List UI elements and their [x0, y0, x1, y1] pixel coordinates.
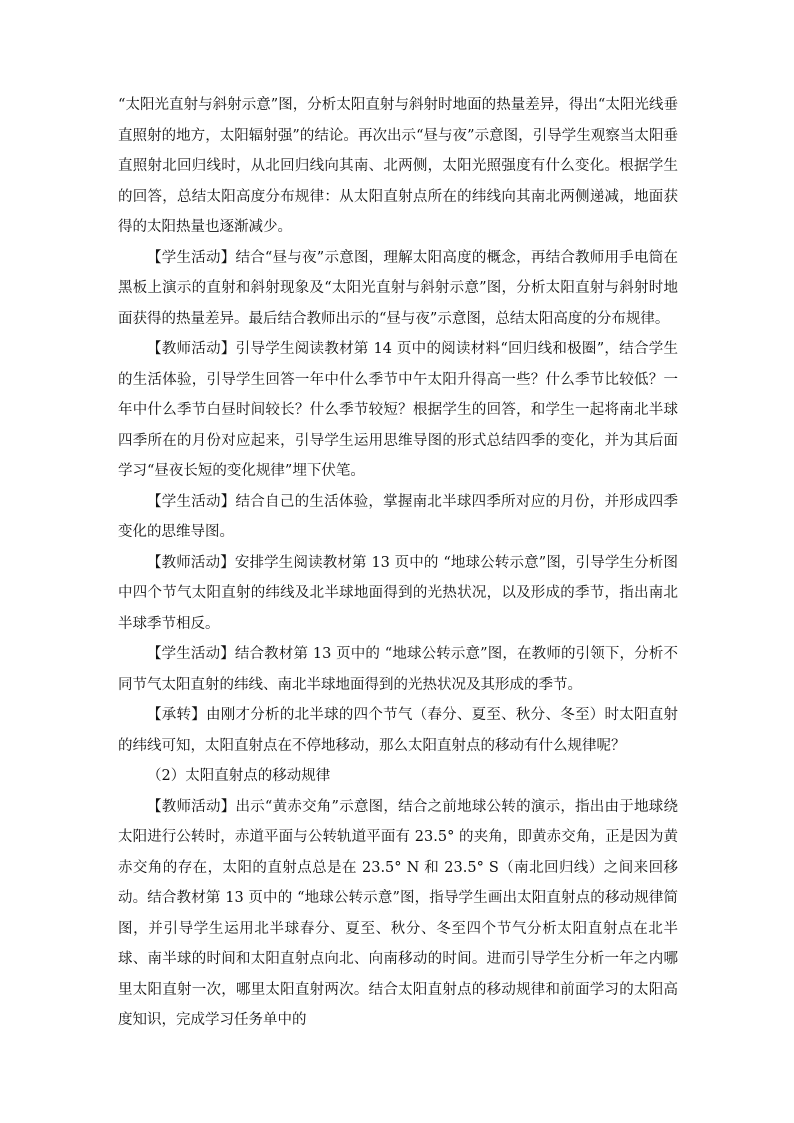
paragraph-tag: 【教师活动】 [147, 341, 236, 357]
paragraph-tag: 【承转】 [147, 707, 207, 723]
paragraph-text: 结合教材第 13 页中的 “地球公转示意”图，在教师的引领下，分析不同节气太阳直射的纬线、南北半球地面得到的光热状况及其形成的季节。 [118, 646, 678, 693]
paragraph-teacher-activity [118, 334, 678, 487]
paragraph-student-activity [118, 243, 678, 335]
paragraph-tag: 【教师活动】 [147, 554, 235, 571]
paragraph-tag: 【教师活动】 [147, 798, 236, 815]
paragraph-text: 由刚才分析的北半球的四个节气（春分、夏至、秋分、冬至）时太阳直射的纬线可知，太阳直射点在不停地移动，那么太阳直射点的移动有什么规律呢？ [118, 707, 678, 754]
paragraph-transition [118, 700, 678, 761]
paragraph-student-activity [118, 639, 678, 700]
paragraph-text: 出示“黄赤交角”示意图，结合之前地球公转的演示，指出由于地球绕太阳进行公转时，赤道平面与公转轨道平面有 23.5° 的夹角，即黄赤交角，正是因为黄赤交角的存在，太阳的直射点总是在 23.5° N 和 23.5° S（南北回归线）之间来回移动。结合教材第 13 页中的 “地球公转示意”图，指导学生画出太阳直射点的移动规律简图，并引导学生运用北半球春分、夏至、秋分、冬至四个节气分析太阳直射点在北半球、南半球的时间和太阳直射点向北、向南移动的时间。进而引导学生分析一年之内哪里太阳直射一次，哪里太阳直射两次。结合太阳直射点的移动规律和前面学习的太阳高度知识，完成学习任务单中的 [118, 798, 679, 1028]
paragraph-student-activity [118, 487, 678, 548]
section-heading-text: （2）太阳直射点的移动规律 [147, 768, 331, 784]
paragraph-tag: 【学生活动】 [147, 646, 235, 662]
paragraph-teacher-activity [118, 792, 678, 1036]
paragraph-tag: 【学生活动】 [147, 493, 236, 510]
paragraph-text: “太阳光直射与斜射示意”图，分析太阳直射与斜射时地面的热量差异，得出“太阳光线垂直照射的地方，太阳辐射强”的结论。再次出示“昼与夜”示意图，引导学生观察当太阳垂直照射北回归线时，从北回归线向其南、北两侧，太阳光照强度有什么变化。根据学生的回答，总结太阳高度分布规律：从太阳直射点所在的纬线向其南北两侧递减，地面获得的太阳热量也逐渐减少。 [118, 97, 678, 235]
document-page [118, 90, 678, 1036]
section-heading [118, 761, 678, 792]
paragraph-tag: 【学生活动】 [147, 249, 236, 266]
paragraph-text: 结合“昼与夜”示意图，理解太阳高度的概念，再结合教师用手电筒在黑板上演示的直射和斜射现象及“太阳光直射与斜射示意”图，分析太阳直射与斜射时地面获得的热量差异。最后结合教师出示的“昼与夜”示意图，总结太阳高度的分布规律。 [118, 249, 679, 327]
paragraph-teacher-activity [118, 548, 678, 640]
paragraph-text: 结合自己的生活体验，掌握南北半球四季所对应的月份，并形成四季变化的思维导图。 [118, 493, 679, 540]
paragraph-text: 安排学生阅读教材第 13 页中的 “地球公转示意”图，引导学生分析图中四个节气太阳直射的纬线及北半球地面得到的光热状况，以及形成的季节，指出南北半球季节相反。 [118, 554, 678, 632]
paragraph-text: 引导学生阅读教材第 14 页中的阅读材料“回归线和极圈”，结合学生的生活体验，引导学生回答一年中什么季节中午太阳升得高一些？什么季节比较低？一年中什么季节白昼时间较长？什么季节较短？根据学生的回答，和学生一起将南北半球四季所在的月份对应起来，引导学生运用思维导图的形式总结四季的变化，并为其后面学习“昼夜长短的变化规律”埋下伏笔。 [118, 341, 678, 479]
paragraph-continued [118, 90, 678, 243]
